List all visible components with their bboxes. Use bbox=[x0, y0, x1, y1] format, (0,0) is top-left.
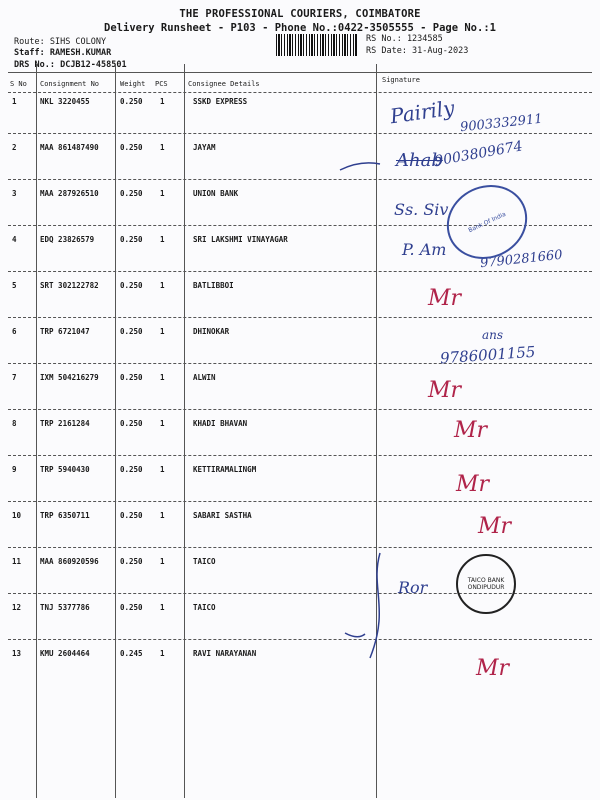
staff-line bbox=[14, 48, 111, 58]
pen-tick-mark bbox=[330, 150, 390, 180]
col-header-consignee: Consignee Details bbox=[188, 80, 260, 88]
row-sno: 5 bbox=[12, 281, 17, 290]
taico-bank-stamp bbox=[456, 554, 516, 614]
row-divider bbox=[8, 271, 592, 272]
row-pcs: 1 bbox=[160, 327, 165, 336]
rs-number: RS No.: 1234585 bbox=[366, 34, 443, 44]
col-header-sno: S No bbox=[10, 80, 27, 88]
row-divider bbox=[8, 179, 592, 180]
col-divider bbox=[184, 64, 185, 798]
drs-label: DRS No.: bbox=[14, 60, 55, 70]
barcode bbox=[276, 34, 358, 56]
signature-6: ans bbox=[482, 328, 504, 342]
staff-label: Staff: bbox=[14, 48, 45, 58]
row-weight: 0.250 bbox=[120, 189, 143, 198]
row-consignment-no: TNJ 5377786 bbox=[40, 603, 90, 612]
row-weight: 0.250 bbox=[120, 465, 143, 474]
row-weight: 0.250 bbox=[120, 511, 143, 520]
signature-13: Mr bbox=[476, 656, 510, 681]
row-sno: 10 bbox=[12, 511, 22, 520]
row-consignee: TAICO bbox=[193, 557, 216, 566]
row-consignee: TAICO bbox=[193, 603, 216, 612]
pen-bracket-stroke bbox=[340, 548, 400, 668]
col-header-weight: Weight bbox=[120, 80, 146, 88]
row-sno: 3 bbox=[12, 189, 17, 198]
row-sno: 4 bbox=[12, 235, 17, 244]
row-consignment-no: IXM 504216279 bbox=[40, 373, 99, 382]
row-weight: 0.250 bbox=[120, 373, 143, 382]
row-consignment-no: TRP 5940430 bbox=[40, 465, 90, 474]
row-pcs: 1 bbox=[160, 649, 165, 658]
row-consignment-no: TRP 6721047 bbox=[40, 327, 90, 336]
company-title: THE PROFESSIONAL COURIERS, COIMBATORE bbox=[179, 8, 421, 20]
row-sno: 1 bbox=[12, 97, 17, 106]
row-pcs: 1 bbox=[160, 281, 165, 290]
row-consignee: KETTIRAMALINGM bbox=[193, 465, 257, 474]
row-consignee: JAYAM bbox=[193, 143, 216, 152]
row-divider bbox=[8, 317, 592, 318]
phone-1: 9003332911 bbox=[459, 111, 544, 136]
row-sno: 6 bbox=[12, 327, 17, 336]
row-consignee: SSKD EXPRESS bbox=[193, 97, 248, 106]
row-pcs: 1 bbox=[160, 465, 165, 474]
signature-3: Ss. Siv bbox=[394, 200, 449, 219]
row-pcs: 1 bbox=[160, 189, 165, 198]
row-consignee: KHADI BHAVAN bbox=[193, 419, 248, 428]
row-pcs: 1 bbox=[160, 235, 165, 244]
route-value: SIHS COLONY bbox=[49, 37, 107, 47]
row-pcs: 1 bbox=[160, 143, 165, 152]
row-sno: 11 bbox=[12, 557, 22, 566]
row-consignment-no: EDQ 23826579 bbox=[40, 235, 95, 244]
taico-bank-stamp-place: ONDIPUDUR bbox=[467, 584, 505, 591]
row-divider bbox=[8, 409, 592, 410]
row-divider bbox=[8, 455, 592, 456]
row-consignment-no: NKL 3220455 bbox=[40, 97, 90, 106]
row-consignee: ALWIN bbox=[193, 373, 216, 382]
row-sno: 7 bbox=[12, 373, 17, 382]
row-sno: 8 bbox=[12, 419, 17, 428]
table-top-rule bbox=[8, 72, 592, 73]
row-consignment-no: KMU 2604464 bbox=[40, 649, 90, 658]
row-weight: 0.250 bbox=[120, 327, 143, 336]
row-pcs: 1 bbox=[160, 511, 165, 520]
row-weight: 0.250 bbox=[120, 557, 143, 566]
staff-value: RAMESH.KUMAR bbox=[49, 48, 112, 58]
row-weight: 0.250 bbox=[120, 97, 143, 106]
row-sno: 12 bbox=[12, 603, 22, 612]
row-consignee: DHINOKAR bbox=[193, 327, 230, 336]
row-consignment-no: TRP 6350711 bbox=[40, 511, 90, 520]
signature-9: Mr bbox=[456, 472, 490, 497]
row-consignment-no: MAA 287926510 bbox=[40, 189, 99, 198]
row-pcs: 1 bbox=[160, 557, 165, 566]
col-header-pcs: PCS bbox=[155, 80, 168, 88]
row-weight: 0.250 bbox=[120, 235, 143, 244]
row-weight: 0.250 bbox=[120, 281, 143, 290]
signature-5: Mr bbox=[428, 286, 462, 311]
row-pcs: 1 bbox=[160, 97, 165, 106]
row-pcs: 1 bbox=[160, 419, 165, 428]
phone-6: 9786001155 bbox=[439, 342, 536, 368]
row-weight: 0.250 bbox=[120, 419, 143, 428]
taico-bank-stamp-text: TAICO BANK bbox=[467, 577, 505, 584]
row-sno: 2 bbox=[12, 143, 17, 152]
col-header-signature: Signature bbox=[382, 76, 420, 84]
route-line bbox=[14, 37, 106, 47]
header-rule bbox=[8, 92, 592, 93]
row-sno: 9 bbox=[12, 465, 17, 474]
row-divider bbox=[8, 133, 592, 134]
signature-10: Mr bbox=[478, 514, 512, 539]
phone-4: 9790281660 bbox=[479, 247, 564, 272]
row-consignment-no: MAA 860920596 bbox=[40, 557, 99, 566]
row-consignee: UNION BANK bbox=[193, 189, 239, 198]
signature-11: Ror bbox=[398, 578, 428, 597]
bank-of-india-stamp-text: Bank Of India bbox=[467, 210, 507, 234]
route-label: Route: bbox=[14, 37, 45, 47]
runsheet-title: Delivery Runsheet - P103 - Phone No.:0422-3505555 - Page No.:1 bbox=[104, 22, 496, 34]
row-pcs: 1 bbox=[160, 603, 165, 612]
row-divider bbox=[8, 501, 592, 502]
row-weight: 0.250 bbox=[120, 143, 143, 152]
signature-1: Pairily bbox=[388, 95, 456, 129]
col-divider bbox=[36, 64, 37, 798]
rs-date: RS Date: 31-Aug-2023 bbox=[366, 46, 469, 56]
row-divider bbox=[8, 639, 592, 640]
row-consignment-no: TRP 2161284 bbox=[40, 419, 90, 428]
row-consignee: BATLIBBOI bbox=[193, 281, 234, 290]
row-consignee: RAVI NARAYANAN bbox=[193, 649, 257, 658]
row-divider bbox=[8, 363, 592, 364]
signature-8: Mr bbox=[454, 418, 488, 443]
row-divider bbox=[8, 547, 592, 548]
row-weight: 0.250 bbox=[120, 603, 143, 612]
drs-value: DCJB12-458501 bbox=[60, 60, 127, 70]
row-consignment-no: SRT 302122782 bbox=[40, 281, 99, 290]
signature-2: Ahab bbox=[396, 150, 443, 171]
phone-2: 9003809674 bbox=[433, 138, 524, 170]
drs-line bbox=[14, 60, 127, 70]
row-consignee: SABARI SASTHA bbox=[193, 511, 252, 520]
row-pcs: 1 bbox=[160, 373, 165, 382]
row-weight: 0.245 bbox=[120, 649, 143, 658]
col-divider bbox=[115, 64, 116, 798]
signature-4: P. Am bbox=[402, 240, 447, 259]
row-consignment-no: MAA 861487490 bbox=[40, 143, 99, 152]
row-consignee: SRI LAKSHMI VINAYAGAR bbox=[193, 235, 288, 244]
row-sno: 13 bbox=[12, 649, 22, 658]
col-header-consignment: Consignment No bbox=[40, 80, 100, 88]
signature-7: Mr bbox=[428, 378, 462, 403]
